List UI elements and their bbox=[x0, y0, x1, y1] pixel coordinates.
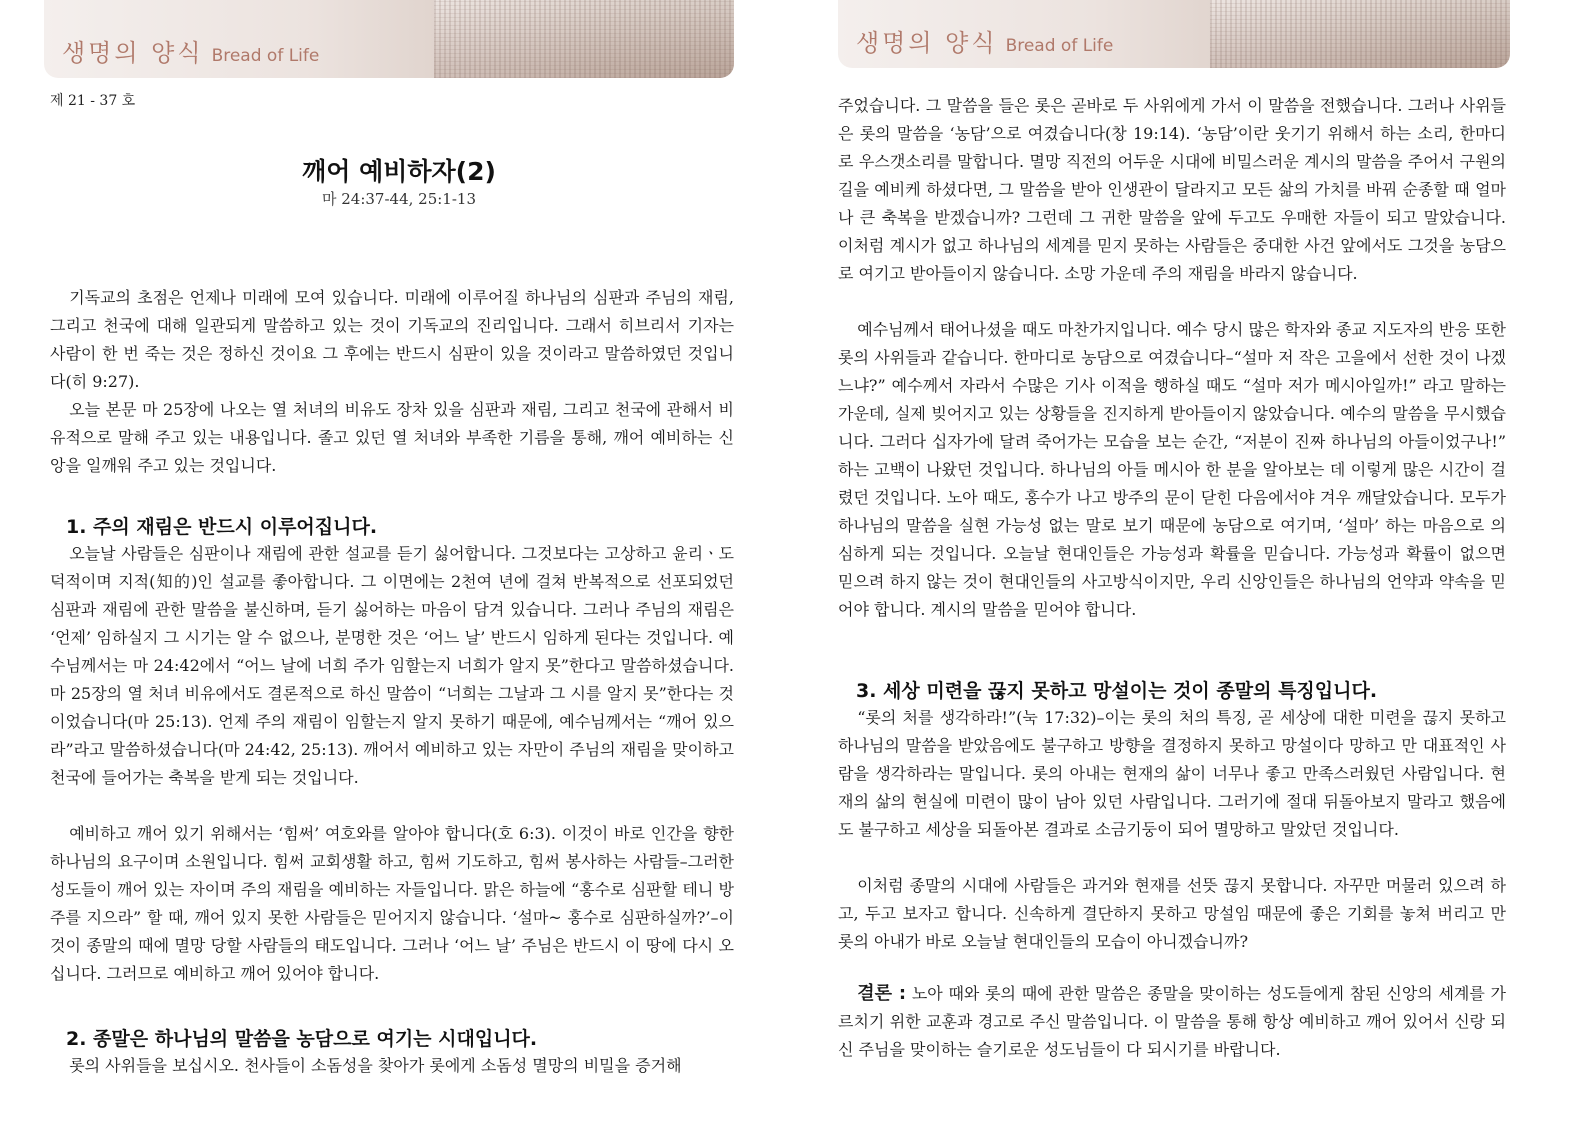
banner-title-korean: 생명의 양식 bbox=[856, 29, 998, 57]
right-page bbox=[838, 0, 1510, 1122]
crowd-photo-image bbox=[434, 0, 734, 78]
continuation-paragraph: 주었습니다. 그 말씀을 들은 롯은 곧바로 두 사위에게 가서 이 말씀을 전했습니다. 그러나 사위들은 롯의 말씀을 ‘농담’으로 여겼습니다(창 19:14). ‘농담’이란 웃기기 위해서 하는 소리, 한마디로 우스갯소리를 말합니다. 멸망 직전의 어두운 시대에 비밀스러운 계시의 말씀을 주어서 구원의 길을 예비케 하셨다면, 그 말씀을 받아 인생관이 달라지고 모든 삶의 가치를 바꿔 순종할 때 얼마나 큰 축복을 받겠습니까? 그런데 그 귀한 말씀을 앞에 두고도 우매한 자들이 되고 말았습니다. 이처럼 계시가 없고 하나님의 세계를 믿지 못하는 사람들은 중대한 사건 앞에서도 그것을 농담으로 여기고 받아들이지 않습니다. 소망 가운데 주의 재림을 바라지 않습니다. bbox=[838, 96, 1506, 283]
section-3-paragraph-1: “롯의 처를 생각하라!”(눅 17:32)–이는 롯의 처의 특징, 곧 세상에 대한 미련을 끊지 못하고 하나님의 말씀을 받았음에도 불구하고 방향을 결정하지 못하고 망설이다 망하고 만 대표적인 사람을 생각하라는 말입니다. 롯의 아내는 현재의 삶이 너무나 좋고 만족스러웠던 사람입니다. 현재의 삶의 현실에 미련이 많이 남아 있던 사람입니다. 그러기에 절대 뒤돌아보지 말라고 했음에도 불구하고 세상을 되돌아본 결과로 소금기둥이 되어 멸망하고 말았던 것입니다. bbox=[838, 708, 1506, 839]
left-page bbox=[44, 0, 734, 1122]
sermon-title: 깨어 예비하자(2) bbox=[302, 157, 496, 186]
intro-paragraph-2: 오늘 본문 마 25장에 나오는 열 처녀의 비유도 장차 있을 심판과 재림, 그리고 천국에 관해서 비유적으로 말해 주고 있는 내용입니다. 졸고 있던 열 처녀와 부족한 기름을 통해, 깨어 예비하는 신앙을 일깨워 주고 있는 것입니다. bbox=[50, 400, 734, 475]
section-2-heading: 2. 종말은 하나님의 말씀을 농담으로 여기는 시대입니다. bbox=[66, 1028, 538, 1050]
intro-paragraph-1: 기독교의 초점은 언제나 미래에 모여 있습니다. 미래에 이루어질 하나님의 심판과 주님의 재림, 그리고 천국에 대해 일관되게 말씀하고 있는 것이 기독교의 진리입니다. 그래서 히브리서 기자는 사람이 한 번 죽는 것은 정하신 것이요 그 후에는 반드시 심판이 있을 것이라고 말씀하였던 것입니다(히 9:27). bbox=[50, 288, 734, 391]
conclusion-paragraph bbox=[838, 980, 1506, 1064]
section-3-paragraph-2: 이처럼 종말의 시대에 사람들은 과거와 현재를 선뜻 끊지 못합니다. 자꾸만 머물러 있으려 하고, 두고 보자고 합니다. 신속하게 결단하지 못하고 망설임 때문에 좋은 기회를 놓쳐 버리고 만 롯의 아내가 바로 오늘날 현대인들의 모습이 아니겠습니까? bbox=[838, 876, 1506, 951]
section-3-heading: 3. 세상 미련을 끊지 못하고 망설이는 것이 종말의 특징입니다. bbox=[856, 680, 1378, 702]
conclusion-label: 결론 : bbox=[857, 983, 907, 1004]
section-2-paragraph-1: 롯의 사위들을 보십시오. 천사들이 소돔성을 찾아가 롯에게 소돔성 멸망의 비밀을 증거해 bbox=[69, 1056, 682, 1075]
banner-title bbox=[856, 23, 1113, 58]
section-1-paragraph-1: 오늘날 사람들은 심판이나 재림에 관한 설교를 듣기 싫어합니다. 그것보다는 고상하고 윤리ㆍ도덕적이며 지적(知的)인 설교를 좋아합니다. 그 이면에는 2천여 년에 걸쳐 반복적으로 선포되었던 심판과 재림에 관한 말씀을 불신하며, 듣기 싫어하는 마음이 담겨 있습니다. 그러나 주님의 재림은 ‘언제’ 임하실지 그 시기는 알 수 없으나, 분명한 것은 ‘어느 날’ 반드시 임하게 된다는 것입니다. 예수님께서는 마 24:42에서 “어느 날에 너희 주가 임할는지 너희가 알지 못”한다고 말씀하셨습니다. 마 25장의 열 처녀 비유에서도 결론적으로 하신 말씀이 “너희는 그날과 그 시를 알지 못”한다는 것이었습니다(마 25:13). 언제 주의 재림이 임할는지 알지 못하기 때문에, 예수님께서는 “깨어 있으라”라고 말씀하셨습니다(마 24:42, 25:13). 깨어서 예비하고 있는 자만이 주님의 재림을 맞이하고 천국에 들어가는 축복을 받게 되는 것입니다. bbox=[50, 544, 734, 787]
crowd-photo-image bbox=[1210, 0, 1510, 68]
section-1-heading: 1. 주의 재림은 반드시 이루어집니다. bbox=[66, 516, 378, 538]
banner-title-korean: 생명의 양식 bbox=[62, 39, 204, 67]
body-paragraph-2: 예수님께서 태어나셨을 때도 마찬가지입니다. 예수 당시 많은 학자와 종교 지도자의 반응 또한 롯의 사위들과 같습니다. 한마디로 농담으로 여겼습니다–“설마 저 작은 고을에서 선한 것이 나겠느냐?” 예수께서 자라서 수많은 기사 이적을 행하실 때도 “설마 저가 메시아일까!” 라고 말하는 가운데, 실제 빚어지고 있는 상황들을 진지하게 받아들이지 않았습니다. 예수의 말씀을 무시했습니다. 그러다 십자가에 달려 죽어가는 모습을 보는 순간, “저분이 진짜 하나님의 아들이었구나!” 하는 고백이 나왔던 것입니다. 하나님의 아들 메시아 한 분을 알아보는 데 이렇게 많은 시간이 걸렸던 것입니다. 노아 때도, 홍수가 나고 방주의 문이 닫힌 다음에서야 겨우 깨달았습니다. 모두가 하나님의 말씀을 실현 가능성 없는 말로 보기 때문에 농담으로 여기며, ‘설마’ 하는 마음으로 의심하게 되는 것입니다. 오늘날 현대인들은 가능성과 확률을 믿습니다. 가능성과 확률이 없으면 믿으려 하지 않는 것이 현대인들의 사고방식이지만, 우리 신앙인들은 하나님의 언약과 약속을 믿어야 합니다. 계시의 말씀을 믿어야 합니다. bbox=[838, 320, 1506, 619]
section-1-paragraph-2: 예비하고 깨어 있기 위해서는 ‘힘써’ 여호와를 알아야 합니다(호 6:3). 이것이 바로 인간을 향한 하나님의 요구이며 소원입니다. 힘써 교회생활 하고, 힘써 기도하고, 힘써 봉사하는 사람들–그러한 성도들이 깨어 있는 자이며 주의 재림을 예비하는 자들입니다. 맑은 하늘에 “홍수로 심판할 테니 방주를 지으라” 할 때, 깨어 있지 못한 사람들은 믿어지지 않습니다. ‘설마~ 홍수로 심판하실까?’–이것이 종말의 때에 멸망 당할 사람들의 태도입니다. 그러나 ‘어느 날’ 주님은 반드시 이 땅에 다시 오십니다. 그러므로 예비하고 깨어 있어야 합니다. bbox=[50, 824, 734, 983]
banner-title-english: Bread of Life bbox=[211, 46, 320, 66]
banner-title bbox=[62, 33, 319, 68]
scripture-reference: 마 24:37-44, 25:1-13 bbox=[321, 190, 477, 208]
issue-number: 제 21 - 37 호 bbox=[50, 93, 136, 109]
header-banner bbox=[44, 0, 734, 78]
header-banner bbox=[838, 0, 1510, 68]
banner-title-english: Bread of Life bbox=[1005, 36, 1114, 56]
conclusion-text: 노아 때와 롯의 때에 관한 말씀은 종말을 맞이하는 성도들에게 참된 신앙의 세계를 가르치기 위한 교훈과 경고로 주신 말씀입니다. 이 말씀을 통해 항상 예비하고 깨어 있어서 신랑 되신 주님을 맞이하는 슬기로운 성도님들이 다 되시기를 바랍니다. bbox=[838, 984, 1506, 1059]
